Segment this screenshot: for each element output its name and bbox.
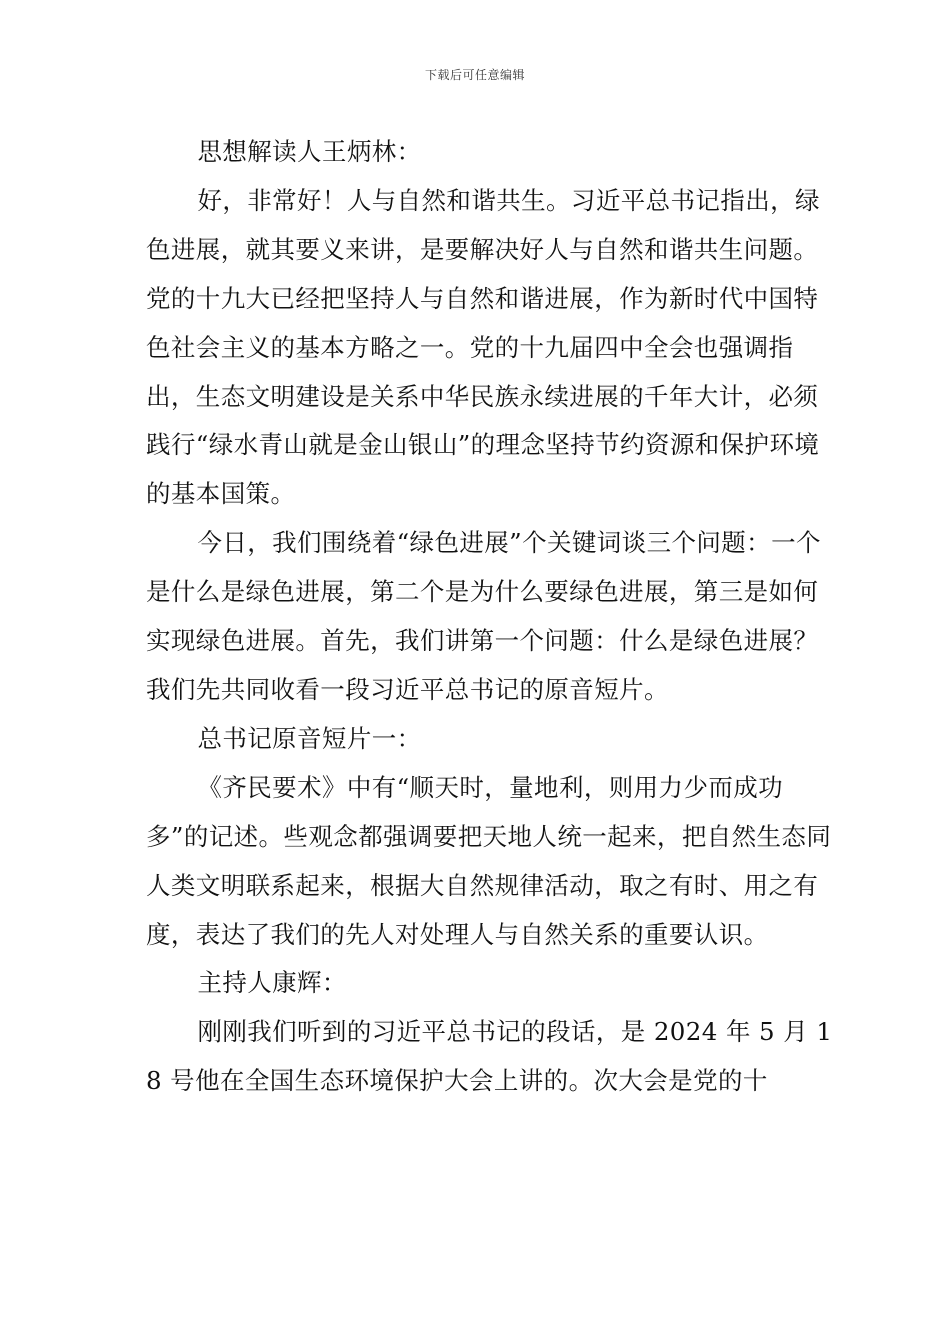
paragraph-qimin-yaoshu: 《齐民要术》中有“顺天时，量地利，则用力少而成功多”的记述。些观念都强调要把天地人统一起来，把自然生态同人类文明联系起来，根据大自然规律活动，取之有时、用之有度，表达了我们的先人对处理人与自然关系的重要认识。 [146,772,832,949]
document-body [146,128,836,1106]
page-header: 下载后可任意编辑 [424,68,525,82]
paragraph-three-questions: 今日，我们围绕着“绿色进展”个关键词谈三个问题：一个是什么是绿色进展，第二个是为什么要绿色进展，第三是如何实现绿色进展。首先，我们讲第一个问题：什么是绿色进展？我们先共同收看一段习近平总书记的原音短片。 [146,528,821,704]
paragraph-green-development-intro: 好，非常好！人与自然和谐共生。习近平总书记指出，绿色进展，就其要义来讲，是要解决好人与自然和谐共生问题。党的十九大已经把坚持人与自然和谐进展，作为新时代中国特色社会主义的基本方略之一。党的十九届四中全会也强调指出，生态文明建设是关系中华民族永续进展的千年大计，必须践行“绿水青山就是金山银山”的理念坚持节约资源和保护环境的基本国策。 [146,185,820,509]
paragraph-clip-label: 总书记原音短片一： [197,723,422,753]
paragraph-speaker-kang: 主持人康辉： [197,968,347,998]
paragraph-speaker-wang: 思想解读人王炳林： [197,137,422,166]
paragraph-conference: 刚刚我们听到的习近平总书记的段话，是 2024 年 5 月 18 号他在全国生态环境保护大会上讲的。次大会是党的十 [146,1017,833,1096]
